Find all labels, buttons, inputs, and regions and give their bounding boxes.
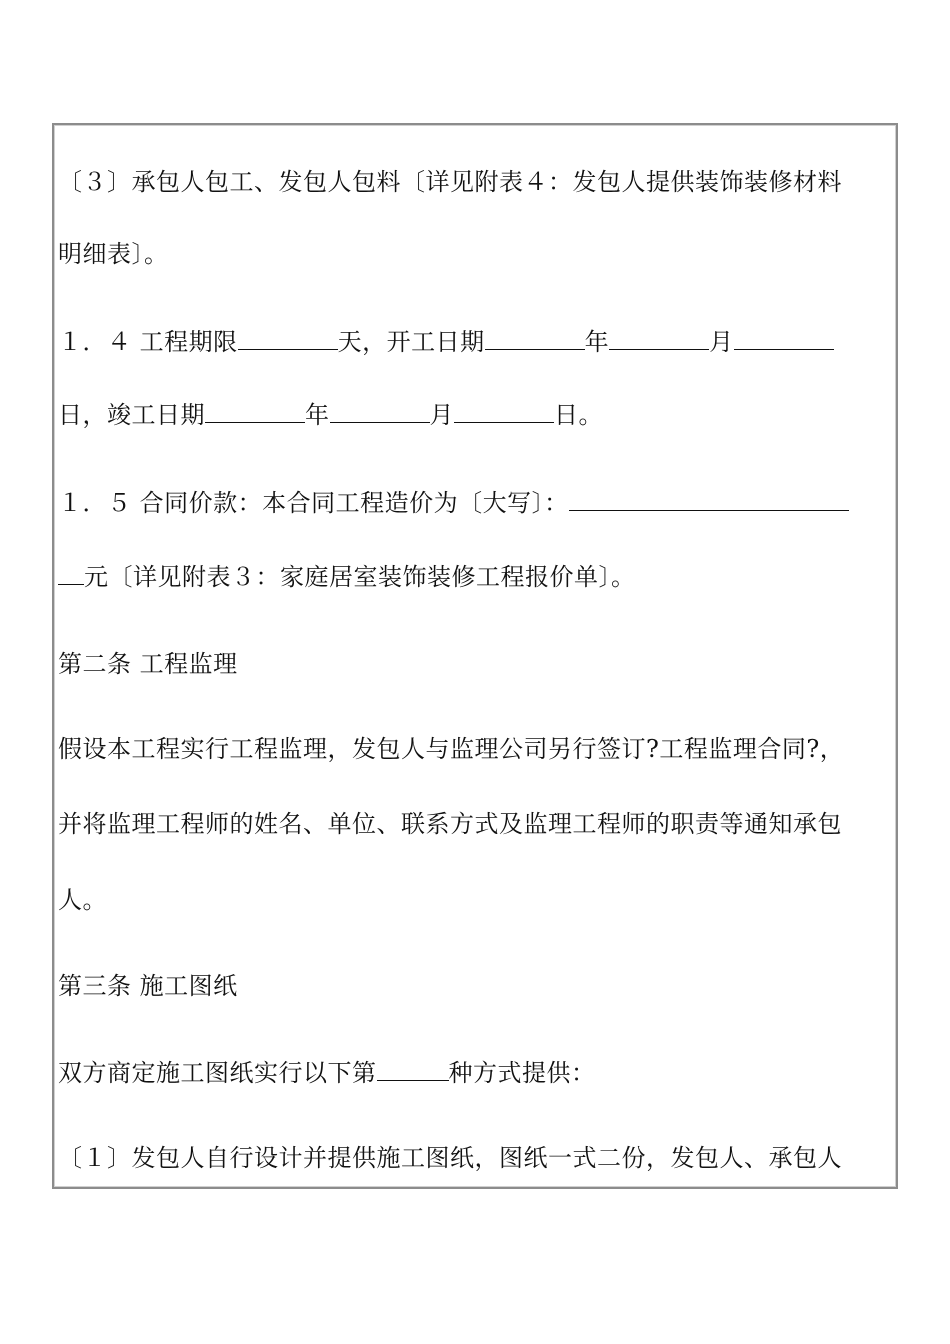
method-number-blank	[377, 1058, 449, 1081]
article-2-paragraph-line-2: 并将监理工程师的姓名、单位、联系方式及监理工程师的职责等通知承包	[58, 810, 842, 838]
end-day-blank	[454, 400, 554, 423]
construction-period-line	[58, 326, 834, 358]
end-month-label: 月	[429, 401, 454, 429]
period-lead: １．４ 工程期限	[58, 328, 238, 356]
end-year-label: 年	[305, 401, 330, 429]
end-month-blank	[330, 400, 430, 423]
contract-line-1: 〔３〕承包人包工、发包人包料〔详见附表４：发包人提供装饰装修材料	[58, 168, 842, 196]
start-date-label: 天，开工日期	[337, 328, 485, 356]
drawing-method-lead: 双方商定施工图纸实行以下第	[58, 1059, 377, 1087]
start-month-blank	[609, 327, 709, 350]
contract-line-2: 明细表〕。	[58, 240, 169, 268]
price-blank	[569, 488, 849, 511]
start-year-blank	[485, 327, 585, 350]
price-lead: １．５ 合同价款：本合同工程造价为〔大写〕：	[58, 489, 569, 517]
price-blank-cont	[58, 562, 84, 585]
start-month-label: 月	[709, 328, 734, 356]
start-year-label: 年	[584, 328, 610, 356]
completion-date-line	[58, 399, 603, 431]
article-2-title: 第二条 工程监理	[58, 650, 238, 678]
completion-date-label: 日，竣工日期	[58, 401, 205, 429]
price-tail: 元〔详见附表３：家庭居室装饰装修工程报价单〕。	[84, 563, 636, 591]
start-day-blank	[734, 327, 834, 350]
article-3-title: 第三条 施工图纸	[58, 972, 238, 1000]
article-3-item-1: 〔１〕发包人自行设计并提供施工图纸，图纸一式二份，发包人、承包人	[58, 1144, 842, 1172]
article-2-paragraph-line-1: 假设本工程实行工程监理，发包人与监理公司另行签订?工程监理合同?，	[58, 735, 845, 763]
article-2-paragraph-line-3: 人。	[58, 886, 107, 914]
drawing-method-tail: 种方式提供：	[448, 1059, 596, 1087]
article-3-paragraph	[58, 1057, 596, 1089]
end-day-label: 日。	[554, 401, 603, 429]
contract-price-line	[58, 487, 849, 519]
contract-price-line-2	[58, 561, 636, 593]
days-blank	[238, 327, 338, 350]
end-year-blank	[205, 400, 305, 423]
